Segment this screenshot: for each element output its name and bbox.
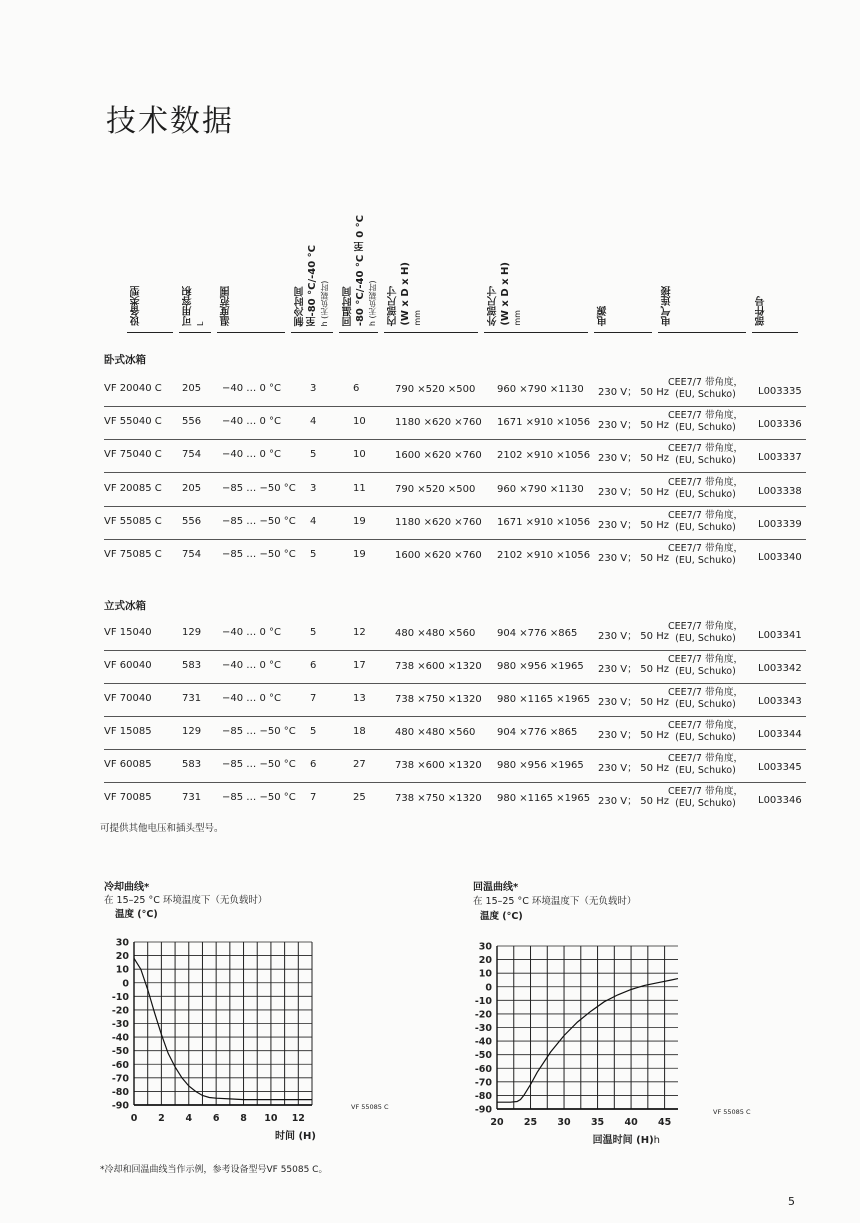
y-tick-label: -50: [111, 1046, 129, 1058]
y-tick-label: -70: [111, 1073, 129, 1085]
section-title: 卧式冰箱: [104, 354, 146, 366]
cell-outer: 1671 ×910 ×1056: [497, 417, 591, 428]
cell-temp: −40 … 0 °C: [222, 449, 281, 460]
cell-model: VF 75040 C: [104, 449, 162, 460]
x-axis-label: 回温时间 (H)h: [592, 1135, 660, 1146]
warmup-chart-subtitle: 在 15–25 °C 环境温度下（无负载时）: [473, 896, 637, 907]
cell-inner: 738 ×600 ×1320: [395, 760, 482, 771]
cell-outer: 980 ×1165 ×1965: [497, 793, 591, 804]
cell-cool: 5: [310, 549, 317, 560]
y-tick-label: -90: [111, 1100, 129, 1112]
cell-power: 230 V； 50 Hz: [598, 453, 669, 464]
cell-part: L003341: [758, 630, 802, 641]
series-line: [134, 958, 312, 1099]
cell-outer: 904 ×776 ×865: [497, 727, 578, 738]
cell-electrical: CEE7/7 带角度， (EU, Schuko): [668, 377, 743, 400]
cell-warm: 6: [353, 383, 360, 394]
cell-model: VF 20085 C: [104, 483, 162, 494]
cell-temp: −85 … −50 °C: [222, 726, 296, 737]
cell-electrical: CEE7/7 带角度， (EU, Schuko): [668, 786, 743, 809]
cell-warm: 19: [353, 549, 366, 560]
column-header-rule: [291, 332, 333, 333]
cell-cool: 7: [310, 693, 317, 704]
x-tick-label: 4: [185, 1113, 193, 1124]
page-title: 技术数据: [106, 104, 234, 139]
cell-volume: 583: [182, 759, 202, 770]
y-tick-label: -70: [474, 1077, 492, 1089]
cell-temp: −40 … 0 °C: [222, 383, 281, 394]
cell-inner: 790 ×520 ×500: [395, 484, 476, 495]
column-header: 电源: [598, 306, 609, 326]
y-tick-label: 10: [478, 968, 492, 980]
table-row: [104, 540, 806, 573]
cell-cool: 3: [310, 383, 317, 394]
x-tick-label: 45: [657, 1117, 672, 1128]
x-tick-label: 20: [490, 1117, 504, 1128]
cell-warm: 17: [353, 660, 366, 671]
column-header: 内部尺寸 (W x D x H) mm: [388, 262, 422, 326]
cell-inner: 1600 ×620 ×760: [395, 550, 482, 561]
x-tick-label: 35: [590, 1117, 605, 1128]
cell-outer: 980 ×956 ×1965: [497, 661, 584, 672]
cell-volume: 129: [182, 726, 202, 737]
table-row: [104, 618, 806, 651]
cell-warm: 25: [353, 792, 366, 803]
cell-warm: 19: [353, 516, 366, 527]
cell-volume: 556: [182, 516, 202, 527]
cell-temp: −40 … 0 °C: [222, 693, 281, 704]
cell-warm: 10: [353, 449, 366, 460]
cell-electrical: CEE7/7 带角度， (EU, Schuko): [668, 477, 743, 500]
column-header-rule: [179, 332, 211, 333]
cell-cool: 4: [310, 416, 317, 427]
column-header-rule: [484, 332, 588, 333]
cell-cool: 3: [310, 483, 317, 494]
table-row: [104, 717, 806, 750]
cell-part: L003340: [758, 552, 802, 563]
cooling-chart-ylabel: 温度 (°C): [115, 909, 158, 920]
x-axis-label: 时间 (H): [275, 1131, 316, 1142]
y-tick-label: -30: [474, 1023, 492, 1034]
cell-warm: 11: [353, 483, 366, 494]
cell-power: 230 V； 50 Hz: [598, 520, 669, 531]
y-tick-label: -40: [474, 1036, 492, 1048]
x-tick-label: 8: [240, 1113, 247, 1124]
y-tick-label: 20: [478, 955, 492, 967]
y-tick-label: -40: [111, 1032, 129, 1044]
column-header: 部件号: [756, 296, 767, 326]
cell-model: VF 55040 C: [104, 416, 162, 427]
cell-electrical: CEE7/7 带角度， (EU, Schuko): [668, 753, 743, 776]
cell-model: VF 15040: [104, 627, 152, 638]
cell-outer: 960 ×790 ×1130: [497, 384, 584, 395]
column-header: 温度范围: [221, 286, 232, 326]
cell-inner: 480 ×480 ×560: [395, 628, 476, 639]
cell-power: 230 V； 50 Hz: [598, 796, 669, 807]
cell-temp: −40 … 0 °C: [222, 627, 281, 638]
cell-outer: 980 ×1165 ×1965: [497, 694, 591, 705]
y-tick-label: 30: [478, 941, 492, 953]
cell-model: VF 60085: [104, 759, 152, 770]
cell-power: 230 V； 50 Hz: [598, 697, 669, 708]
column-header-rule: [752, 332, 798, 333]
cell-volume: 205: [182, 383, 202, 394]
y-tick-label: -50: [474, 1050, 492, 1062]
x-tick-label: 6: [212, 1113, 220, 1124]
cell-power: 230 V； 50 Hz: [598, 730, 669, 741]
cell-volume: 731: [182, 693, 202, 704]
cell-model: VF 55085 C: [104, 516, 162, 527]
y-tick-label: -10: [111, 991, 129, 1003]
y-tick-label: -80: [474, 1090, 492, 1102]
cell-part: L003346: [758, 795, 802, 806]
cell-outer: 980 ×956 ×1965: [497, 760, 584, 771]
table-row: [104, 474, 806, 507]
column-header-rule: [217, 332, 285, 333]
cell-inner: 1600 ×620 ×760: [395, 450, 482, 461]
x-tick-label: 10: [264, 1113, 278, 1124]
cell-model: VF 70040: [104, 693, 152, 704]
cell-volume: 205: [182, 483, 202, 494]
y-tick-label: 30: [115, 937, 129, 949]
cell-outer: 904 ×776 ×865: [497, 628, 578, 639]
cell-part: L003335: [758, 386, 802, 397]
x-tick-label: 25: [523, 1117, 538, 1128]
cell-electrical: CEE7/7 带角度， (EU, Schuko): [668, 720, 743, 743]
cell-volume: 556: [182, 416, 202, 427]
section-title: 立式冰箱: [104, 600, 146, 612]
cell-temp: −85 … −50 °C: [222, 759, 296, 770]
availability-note: 可提供其他电压和插头型号。: [100, 823, 224, 834]
cell-part: L003342: [758, 663, 802, 674]
cell-power: 230 V； 50 Hz: [598, 553, 669, 564]
cell-inner: 790 ×520 ×500: [395, 384, 476, 395]
footnote: *冷却和回温曲线当作示例，参考设备型号VF 55085 C。: [100, 1165, 328, 1175]
model-label: VF 55085 C: [713, 1108, 751, 1116]
cell-cool: 5: [310, 627, 317, 638]
model-label: VF 55085 C: [351, 1103, 389, 1111]
cell-outer: 960 ×790 ×1130: [497, 484, 584, 495]
cell-model: VF 75085 C: [104, 549, 162, 560]
cell-model: VF 20040 C: [104, 383, 162, 394]
table-row: [104, 507, 806, 540]
page-number: 5: [788, 1195, 795, 1208]
x-tick-label: 40: [624, 1117, 638, 1128]
table-row: [104, 407, 806, 440]
cell-temp: −85 … −50 °C: [222, 549, 296, 560]
column-header-rule: [594, 332, 652, 333]
column-header: 电气连接: [662, 286, 673, 326]
cell-cool: 6: [310, 660, 317, 671]
cell-volume: 129: [182, 627, 202, 638]
column-header-rule: [127, 332, 173, 333]
cell-temp: −85 … −50 °C: [222, 516, 296, 527]
y-tick-label: -90: [474, 1104, 492, 1116]
cell-cool: 7: [310, 792, 317, 803]
cell-model: VF 60040: [104, 660, 152, 671]
warmup-chart-ylabel: 温度 (°C): [480, 911, 523, 922]
cell-part: L003337: [758, 452, 802, 463]
cell-inner: 738 ×600 ×1320: [395, 661, 482, 672]
cell-outer: 2102 ×910 ×1056: [497, 550, 591, 561]
cell-warm: 13: [353, 693, 366, 704]
y-tick-label: -60: [111, 1059, 129, 1071]
cell-volume: 754: [182, 449, 202, 460]
table-row: [104, 684, 806, 717]
cell-temp: −85 … −50 °C: [222, 792, 296, 803]
cell-warm: 27: [353, 759, 366, 770]
cooling-chart-subtitle: 在 15–25 °C 环境温度下（无负载时）: [104, 895, 268, 906]
column-header-rule: [339, 332, 378, 333]
cell-inner: 738 ×750 ×1320: [395, 793, 482, 804]
cell-temp: −40 … 0 °C: [222, 660, 281, 671]
cell-power: 230 V； 50 Hz: [598, 387, 669, 398]
cell-electrical: CEE7/7 带角度， (EU, Schuko): [668, 410, 743, 433]
cell-cool: 5: [310, 449, 317, 460]
cell-part: L003339: [758, 519, 802, 530]
cell-part: L003344: [758, 729, 802, 740]
cell-cool: 4: [310, 516, 317, 527]
cell-electrical: CEE7/7 带角度， (EU, Schuko): [668, 510, 743, 533]
y-tick-label: 0: [485, 982, 492, 994]
table-row: [104, 374, 806, 407]
cell-electrical: CEE7/7 带角度， (EU, Schuko): [668, 443, 743, 466]
cell-temp: −85 … −50 °C: [222, 483, 296, 494]
series-line: [497, 979, 678, 1103]
table-row: [104, 440, 806, 473]
column-header: 外部尺寸 (W x D x H) mm: [488, 262, 522, 326]
y-tick-label: 10: [115, 964, 129, 976]
x-axis-label-suffix: h: [653, 1135, 660, 1146]
cell-part: L003338: [758, 486, 802, 497]
cell-volume: 754: [182, 549, 202, 560]
cell-inner: 1180 ×620 ×760: [395, 517, 482, 528]
cell-outer: 2102 ×910 ×1056: [497, 450, 591, 461]
cell-warm: 12: [353, 627, 366, 638]
cooling-curve-chart: [70, 922, 400, 1162]
table-row: [104, 750, 806, 783]
warmup-curve-chart: [440, 926, 770, 1166]
cooling-chart-title: 冷却曲线*: [104, 882, 150, 893]
cell-power: 230 V； 50 Hz: [598, 763, 669, 774]
cell-warm: 10: [353, 416, 366, 427]
cell-part: L003343: [758, 696, 802, 707]
cell-model: VF 70085: [104, 792, 152, 803]
cell-temp: −40 … 0 °C: [222, 416, 281, 427]
cell-electrical: CEE7/7 带角度， (EU, Schuko): [668, 543, 743, 566]
table-row: [104, 651, 806, 684]
column-header-rule: [658, 332, 746, 333]
y-tick-label: -60: [474, 1063, 492, 1075]
column-header: 可用容积 L: [183, 286, 205, 326]
cell-model: VF 15085: [104, 726, 152, 737]
y-tick-label: -80: [111, 1086, 129, 1098]
column-header: 回温时间 -80 °C/-40 °C 至 0 °C h (无负载时): [343, 214, 377, 326]
x-tick-label: 2: [158, 1113, 165, 1124]
cell-cool: 5: [310, 726, 317, 737]
cell-outer: 1671 ×910 ×1056: [497, 517, 591, 528]
cell-volume: 731: [182, 792, 202, 803]
column-header-rule: [384, 332, 478, 333]
y-tick-label: -20: [474, 1009, 492, 1021]
cell-volume: 583: [182, 660, 202, 671]
cell-part: L003345: [758, 762, 802, 773]
cell-electrical: CEE7/7 带角度， (EU, Schuko): [668, 687, 743, 710]
cell-electrical: CEE7/7 带角度， (EU, Schuko): [668, 621, 743, 644]
y-tick-label: -10: [474, 995, 492, 1007]
cell-inner: 480 ×480 ×560: [395, 727, 476, 738]
cell-electrical: CEE7/7 带角度， (EU, Schuko): [668, 654, 743, 677]
column-header: 制冷时间 至-80 °C/-40 °C h (无负载时): [295, 244, 329, 326]
column-header: 设备类型: [131, 286, 142, 326]
cell-power: 230 V； 50 Hz: [598, 631, 669, 642]
cell-inner: 1180 ×620 ×760: [395, 417, 482, 428]
y-tick-label: 0: [122, 978, 129, 990]
x-tick-label: 0: [130, 1113, 138, 1124]
warmup-chart-title: 回温曲线*: [473, 882, 519, 893]
cell-power: 230 V； 50 Hz: [598, 420, 669, 431]
cell-power: 230 V； 50 Hz: [598, 487, 669, 498]
y-tick-label: 20: [115, 951, 129, 963]
x-tick-label: 12: [291, 1113, 305, 1124]
table-row: [104, 783, 806, 816]
y-tick-label: -30: [111, 1019, 129, 1030]
cell-power: 230 V； 50 Hz: [598, 664, 669, 675]
cell-cool: 6: [310, 759, 317, 770]
cell-part: L003336: [758, 419, 802, 430]
table-header: [0, 0, 860, 340]
cell-inner: 738 ×750 ×1320: [395, 694, 482, 705]
x-tick-label: 30: [557, 1117, 571, 1128]
row-divider: [104, 472, 806, 473]
cell-warm: 18: [353, 726, 366, 737]
y-tick-label: -20: [111, 1005, 129, 1017]
